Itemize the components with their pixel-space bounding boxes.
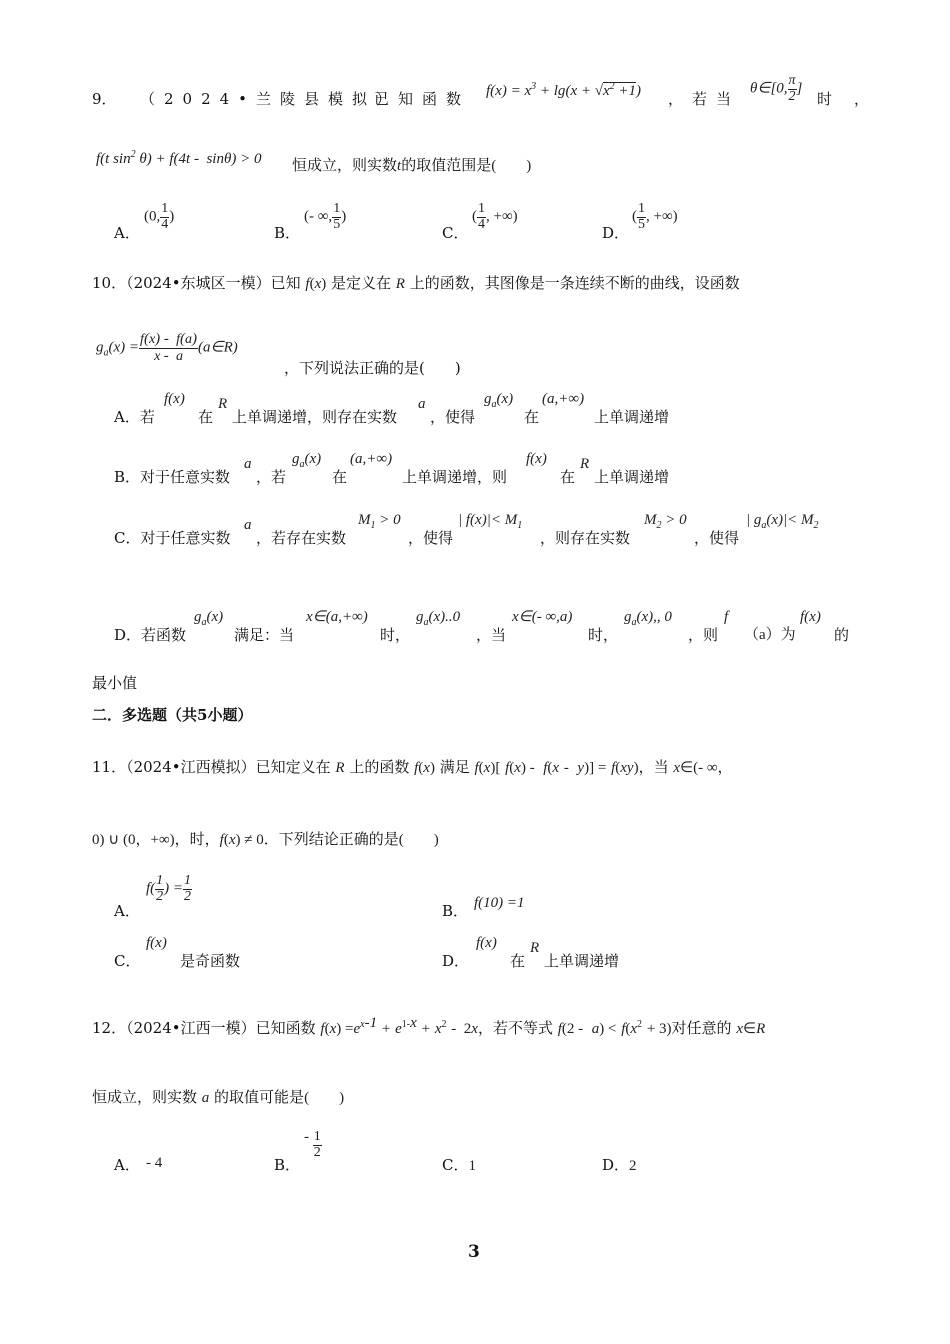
q10-a-text5: 上单调递增 <box>594 408 670 426</box>
q10-a-text3: ，使得 <box>430 408 476 426</box>
q10-c-ga-bound: | $g_a(x)|< M_2$ <box>746 512 819 531</box>
q11-d-R: R <box>530 940 540 956</box>
q11-a-expr: f( $\frac{1}{2}$ ) = $\frac{1}{2}$ <box>146 873 192 904</box>
q10-option-c[interactable]: C．对于任意实数 <box>114 529 231 547</box>
q10-c-M2: $M_2 > 0$ <box>644 512 687 531</box>
q9-option-d[interactable]: D． <box>602 224 630 242</box>
q10-b-a: a <box>244 456 252 472</box>
q11-d-text2: 上单调递增 <box>544 952 620 970</box>
q9-source: （2024•兰陵县模拟） <box>140 90 401 108</box>
q10-a-text4: 在 <box>524 408 540 426</box>
q10-d-text1: 满足：当 <box>234 626 295 644</box>
q10-d-text6: 的 <box>834 626 850 644</box>
q10-d-ga: $g_a(x)$ <box>194 609 224 628</box>
q10-a-interval: (a,+∞) <box>542 391 585 407</box>
q10-b-R: R <box>580 456 590 472</box>
q10-d-fx: f(x) <box>800 609 821 625</box>
q9-theta-range: θ∈[0, $\frac{\pi}{2}$ ] <box>750 73 803 104</box>
q10-c-text3: ，则存在实数 <box>540 529 631 547</box>
q10-option-a[interactable]: A．若 <box>114 408 155 426</box>
q11-option-c[interactable]: C． <box>114 952 141 970</box>
q10-d-text2: 时， <box>380 626 411 644</box>
q10-d-ga-le: $g_a(x)$,, 0 <box>624 609 672 628</box>
question-9 <box>0 0 1 1</box>
q9-option-a[interactable]: A． <box>114 224 140 242</box>
q9-option-d-expr: ( $\frac{1}{5}$ , +∞) <box>632 201 678 232</box>
q10-d-text5: ，则 <box>688 626 719 644</box>
q10-b-text2: 在 <box>332 468 348 486</box>
q10-d-f: f <box>724 609 729 625</box>
q10-c-text2: ，使得 <box>408 529 454 547</box>
q10-option-d[interactable]: D．若函数 <box>114 626 187 644</box>
q10-option-b[interactable]: B．对于任意实数 <box>114 468 231 486</box>
q9-number: 9． <box>92 90 117 108</box>
q11-b-expr: f(10) =1 <box>474 895 525 911</box>
q10-a-ga: $g_a(x)$ <box>484 391 514 410</box>
q10-a-a: a <box>418 396 426 412</box>
q9-option-c-expr: ( $\frac{1}{4}$ , +∞) <box>472 201 518 232</box>
q10-c-a: a <box>244 517 252 533</box>
q9-inequality: f(t $\sin^2 \theta) + f(4t - \sin\theta) > 0$ <box>96 149 262 167</box>
q10-d-x-interval2: x∈(- ∞,a) <box>512 609 573 625</box>
q10-a-fx: f(x) <box>164 391 185 407</box>
q11-c-text: 是奇函数 <box>180 952 241 970</box>
q10-c-M1: $M_1 > 0$ <box>358 512 401 531</box>
q12-option-a[interactable]: A． <box>114 1156 140 1174</box>
q10-stem-line1: 10．（2024•东城区一模）已知 f(x) 是定义在 R 上的函数，其图像是一条连续不断的曲线，设函数 <box>92 274 740 292</box>
q10-stem-line2: ，下列说法正确的是( ) <box>284 359 461 377</box>
q10-c-fx-bound: | $f(x)|< M_1$ <box>458 512 523 531</box>
q10-d-x-interval1: x∈(a,+∞) <box>306 609 368 625</box>
q10-d-text3: ，当 <box>476 626 507 644</box>
q9-lead: 已知函数 <box>374 90 471 108</box>
q12-stem-line1: 12．（2024•江西一模）已知函数 $f(x) =e^{x-1} + e^{1-x} + x^2 - 2x$，若不等式 $f(2 - a) < f(x^2 + 3)$对任意的 x∈R <box>92 1015 766 1037</box>
q11-option-d[interactable]: D． <box>442 952 470 970</box>
q10-d-line2: 最小值 <box>92 674 138 692</box>
q9-tail: 恒成立，则实数t的取值范围是( ) <box>292 156 532 174</box>
q12-option-d[interactable]: D．2 <box>602 1156 637 1174</box>
q10-g-definition: $g_a(x)$ = $\frac{f(x) - f(a)}{x - a}$ (a∈R) <box>96 331 238 364</box>
q11-d-text1: 在 <box>510 952 526 970</box>
q9-option-c[interactable]: C． <box>442 224 469 242</box>
q10-c-text4: ，使得 <box>694 529 740 547</box>
q9-cond-prefix: ，若当 <box>668 90 741 108</box>
q12-b-expr: - $\frac{1}{2}$ <box>304 1129 321 1160</box>
q11-stem-line1: 11．（2024•江西模拟）已知定义在 R 上的函数 f(x) 满足 f(x)[ f(x) - f(x - y)] = f(xy)，当 x∈(- ∞， <box>92 758 733 776</box>
q9-option-a-expr: (0, $\frac{1}{4}$ ) <box>144 201 175 232</box>
q10-d-a: （a）为 <box>744 627 796 643</box>
q10-a-text2: 上单调递增，则存在实数 <box>232 408 398 426</box>
q10-b-text5: 上单调递增 <box>594 468 670 486</box>
q11-d-fx: f(x) <box>476 935 497 951</box>
q9-cond-suffix: 时， <box>817 90 892 108</box>
page-number: 3 <box>468 1242 480 1262</box>
q10-d-ga-ge: $g_a(x)..0$ <box>416 609 461 628</box>
q11-option-b[interactable]: B． <box>442 902 469 920</box>
q9-option-b[interactable]: B． <box>274 224 301 242</box>
q10-b-text4: 在 <box>560 468 576 486</box>
q9-option-b-expr: (- ∞, $\frac{1}{5}$ ) <box>304 201 347 232</box>
q10-a-text1: 在 <box>198 408 214 426</box>
q12-stem-line2: 恒成立，则实数 a 的取值可能是( ) <box>92 1088 345 1106</box>
q10-d-text4: 时， <box>588 626 619 644</box>
q10-b-interval: (a,+∞) <box>350 451 393 467</box>
q10-b-text1: ，若 <box>256 468 287 486</box>
q12-option-c[interactable]: C．1 <box>442 1156 476 1174</box>
section-heading: 二．多选题（共5小题） <box>92 706 253 724</box>
q11-c-fx: f(x) <box>146 935 167 951</box>
q10-c-text1: ，若存在实数 <box>256 529 347 547</box>
q12-a-expr: - 4 <box>146 1155 163 1171</box>
q10-a-R: R <box>218 396 228 412</box>
q10-b-fx: f(x) <box>526 451 547 467</box>
q9-function: $f(x) = x^3 + \lg(x + √x^2 +1)$ <box>486 81 642 99</box>
q11-stem-line2: 0) ∪ (0，+∞)，时，f(x) ≠ 0．下列结论正确的是( ) <box>92 830 439 848</box>
q11-option-a[interactable]: A． <box>114 902 140 920</box>
q10-b-ga: $g_a(x)$ <box>292 451 322 470</box>
q12-option-b[interactable]: B． <box>274 1156 301 1174</box>
q10-b-text3: 上单调递增，则 <box>402 468 508 486</box>
